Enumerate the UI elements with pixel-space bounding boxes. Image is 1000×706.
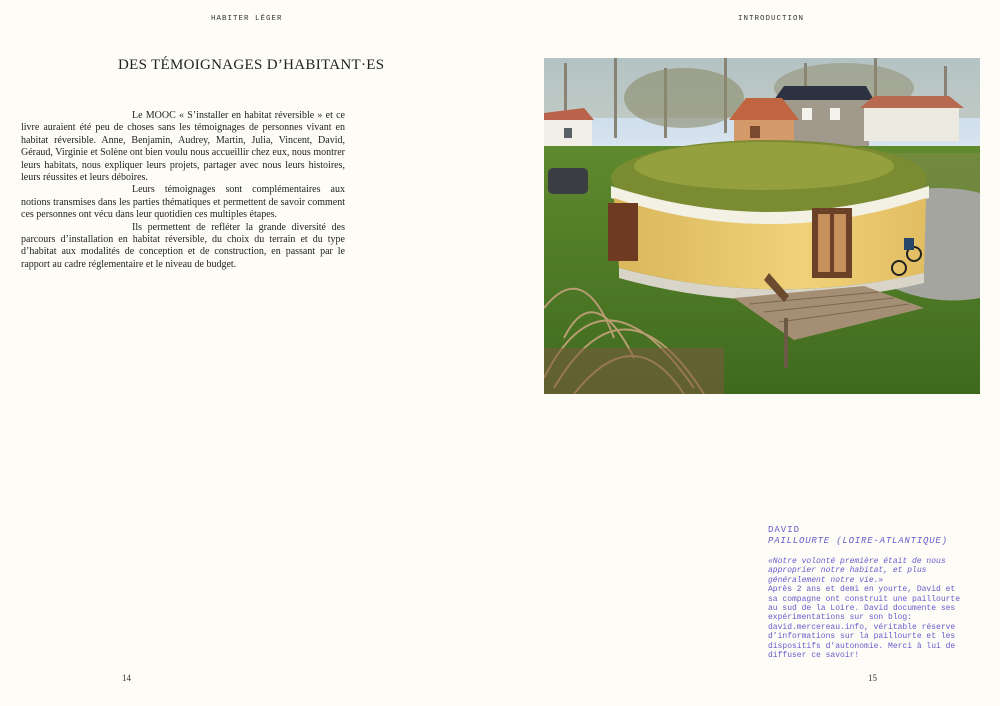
photo-caption: [768, 525, 964, 660]
page-number-left: 14: [122, 673, 131, 683]
paragraph-3: Ils permettent de refléter la grande diversité des parcours d’installation en habitat réversible, du choix du terrain et du type d’habitat aux modalités de conception et de construction, en passant par le rapport au cadre réglementaire et le niveau de budget.: [21, 221, 345, 270]
running-head-left: HABITER LÉGER: [211, 15, 283, 23]
paillourte-photo: [544, 58, 980, 394]
caption-name: DAVID: [768, 525, 801, 535]
paragraph-1: Le MOOC « S’installer en habitat réversible » et ce livre auraient été peu de choses sans les témoignages de personnes vivant en habitat réversible. Anne, Benjamin, Audrey, Martin, Julia, Vincent, David, Géraud, Virginie et Solène ont bien voulu nous accueillir chez eux, nous montrer leurs habitats, nous expliquer leurs projets, partager avec nous leurs histoires, leurs réussites et leurs déboires.: [21, 110, 345, 184]
caption-place: PAILLOURTE (LOIRE-ATLANTIQUE): [768, 536, 948, 546]
paragraph-2: Leurs témoignages sont complémentaires aux notions transmises dans les parties thématiques et permettent de savoir comment ces personnes ont vécu dans leur quotidien ces multiples étapes.: [21, 184, 345, 221]
section-title: DES TÉMOIGNAGES D’HABITANT·ES: [118, 57, 385, 73]
page-number-right: 15: [868, 673, 877, 683]
running-head-right: INTRODUCTION: [738, 15, 805, 23]
caption-quote: «Notre volonté première était de nous approprier notre habitat, et plus généralement notre vie.»: [768, 557, 946, 585]
caption-text: Après 2 ans et demi en yourte, David et sa compagne ont construit une paillourte au sud de la Loire. David documente ses expérimentations sur son blog: david.mercereau.info, véritable réserve d’informations sur la paillourte et les dispositifs d’autonomie. Merci à lui de diffuser ce savoir!: [768, 585, 961, 661]
body-text: [21, 110, 345, 271]
